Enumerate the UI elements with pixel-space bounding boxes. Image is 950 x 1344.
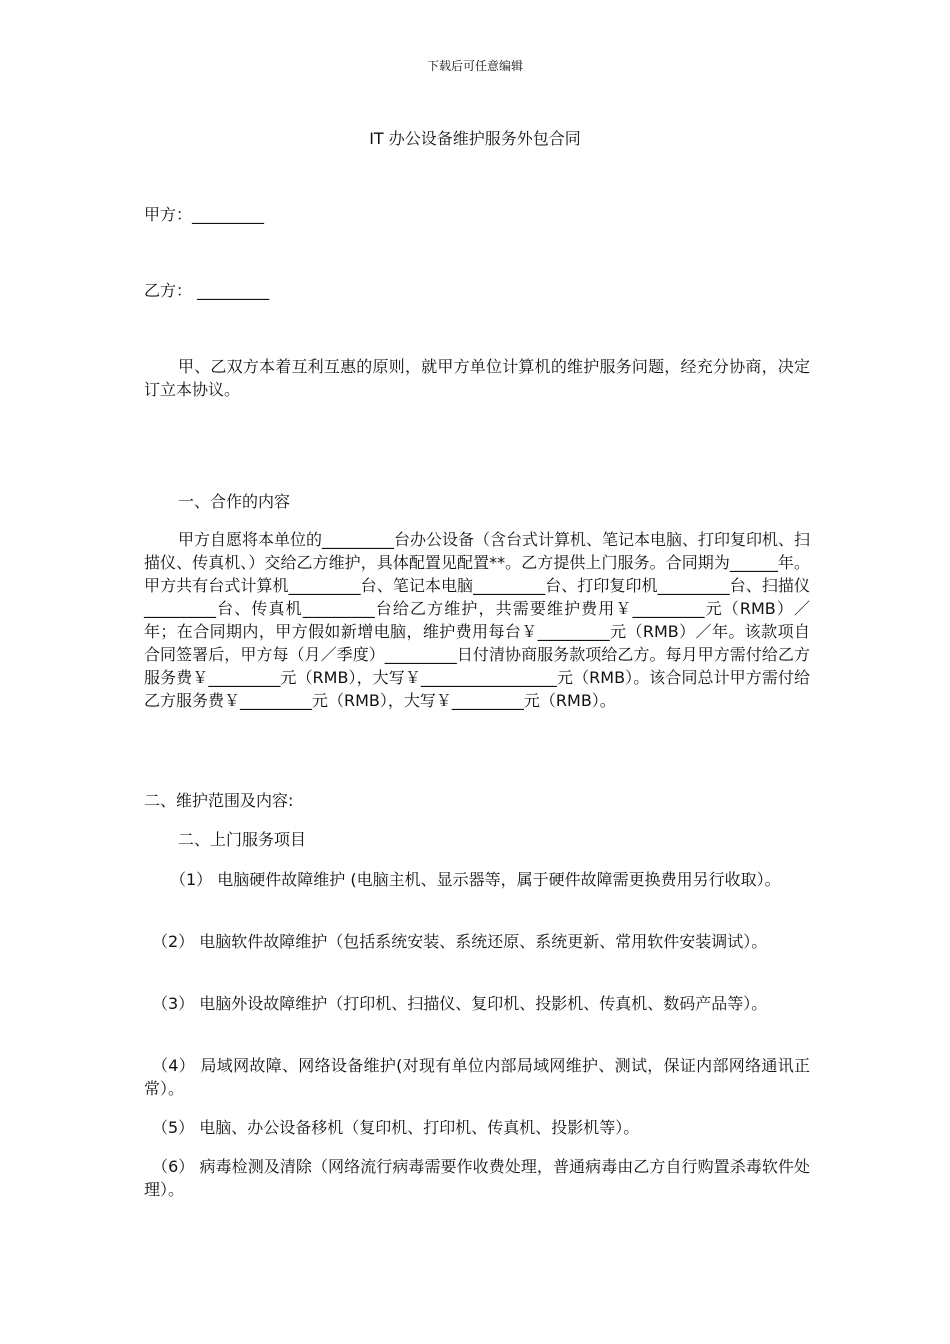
party-a-line: 甲方：_________ (144, 205, 265, 224)
section1-body: 甲方自愿将本单位的_________台办公设备（含台式计算机、笔记本电脑、打印复印机、扫描仪、传真机、）交给乙方维护，具体配置见配置**。乙方提供上门服务。合同期为______年。甲方共有台式计算机_________台、笔记本电脑_________台、打印复印机_________台、扫描仪_________台、传真机_________台给乙方维护，共需要维护费用￥_________元（RMB）／年；在合同期内，甲方假如新增电脑，维护费用每台￥_________元（RMB）／年。该款项自合同签署后，甲方每（月／季度）_________日付清协商服务款项给乙方。每月甲方需付给乙方服务费￥_________元（RMB），大写￥_________________元（RMB）。该合同总计甲方需付给乙方服务费￥_________元（RMB），大写￥_________元（RMB）。 (144, 530, 811, 710)
list-item: （4） 局域网故障、网络设备维护(对现有单位内部局域网维护、测试，保证内部网络通讯正常）。 (144, 1056, 810, 1098)
list-item: （2） 电脑软件故障维护（包括系统安装、系统还原、系统更新、常用软件安装调试）。 (152, 932, 768, 951)
header-note: 下载后可任意编辑 (426, 59, 523, 73)
section1-heading: 一、合作的内容 (178, 492, 291, 511)
list-item: （6） 病毒检测及清除（网络流行病毒需要作收费处理，普通病毒由乙方自行购置杀毒软件处理）。 (144, 1157, 810, 1199)
list-item: （3） 电脑外设故障维护（打印机、扫描仪、复印机、投影机、传真机、数码产品等）。 (152, 994, 768, 1013)
party-b-line: 乙方： _________ (144, 281, 270, 300)
section2-heading: 二、维护范围及内容: (144, 791, 294, 810)
list-item: （1） 电脑硬件故障维护 (电脑主机、显示器等，属于硬件故障需更换费用另行收取）。 (170, 870, 781, 889)
section2-subheading: 二、上门服务项目 (178, 830, 307, 849)
intro-paragraph: 甲、乙双方本着互利互惠的原则，就甲方单位计算机的维护服务问题，经充分协商，决定订立本协议。 (144, 357, 810, 399)
list-item: （5） 电脑、办公设备移机（复印机、打印机、传真机、投影机等）。 (152, 1118, 640, 1137)
document-title: IT 办公设备维护服务外包合同 (369, 129, 581, 148)
